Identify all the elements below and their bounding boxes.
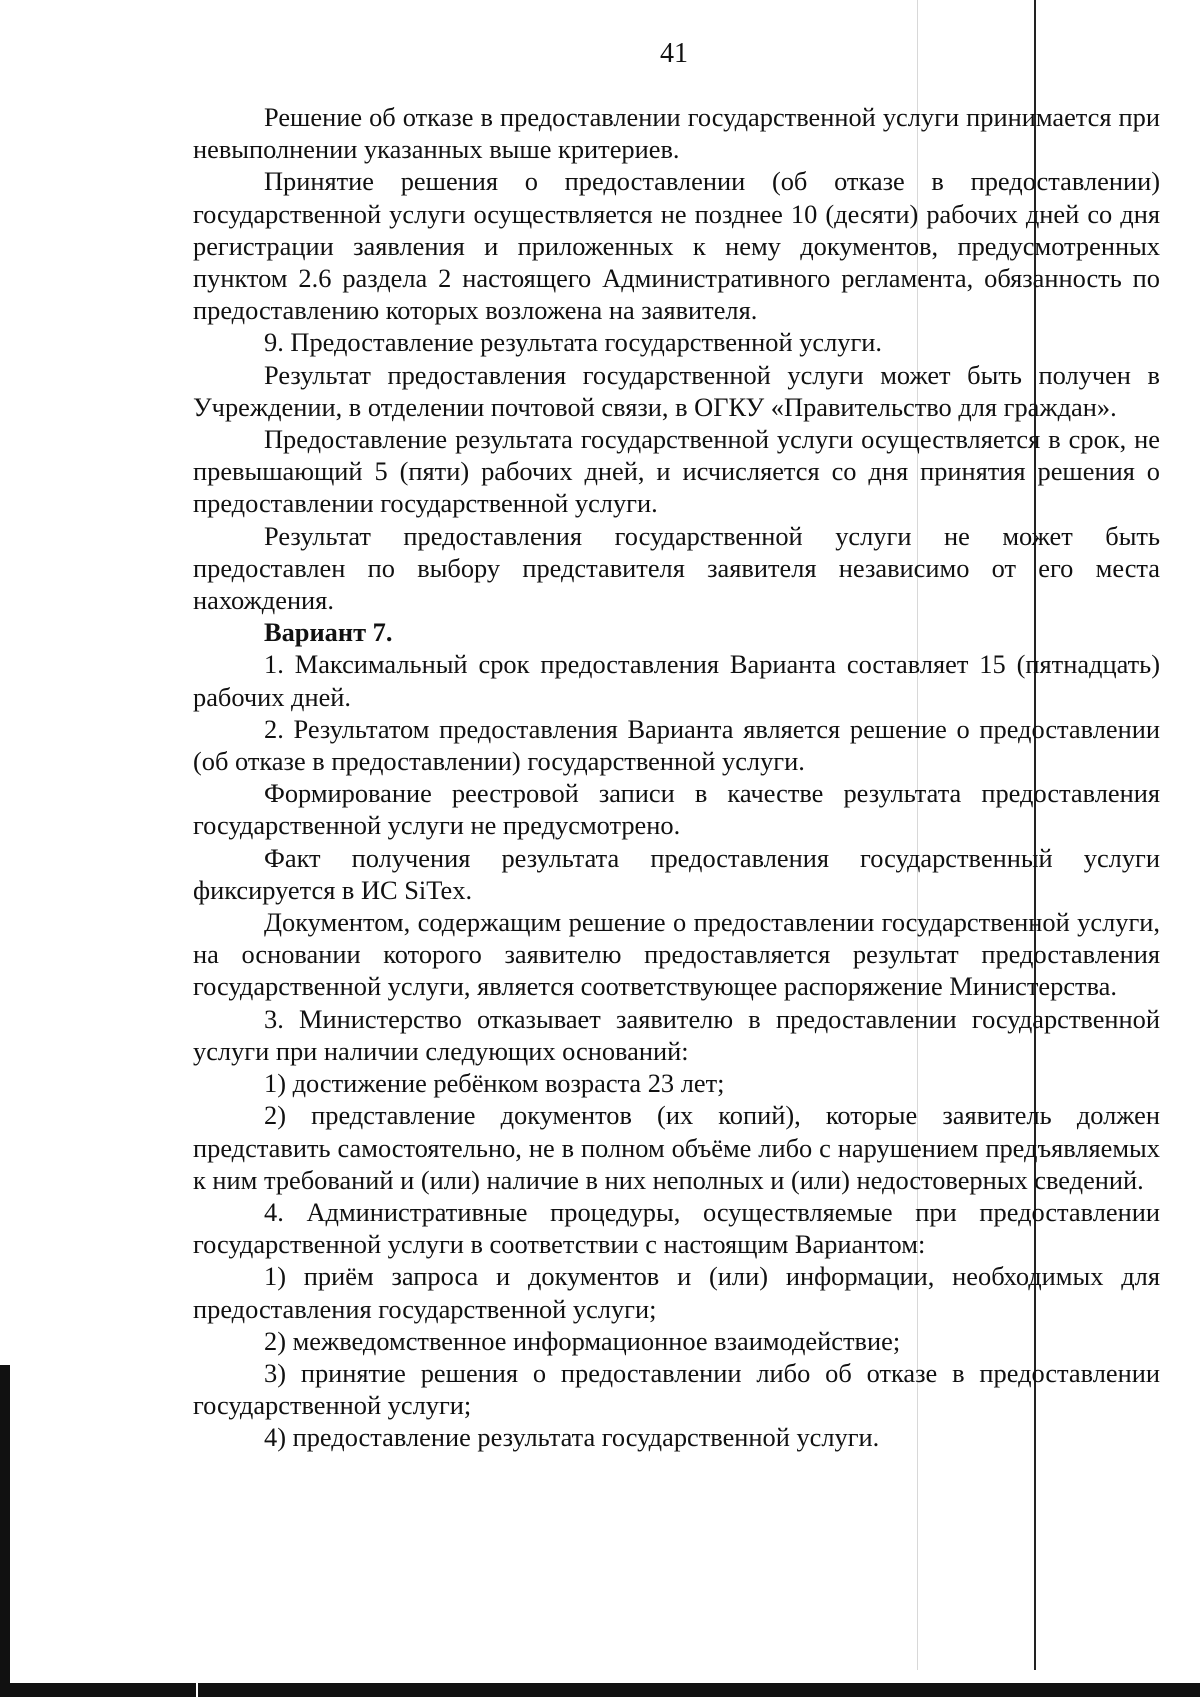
paragraph: 2. Результатом предоставления Варианта является решение о предоставлении (об отказе в предоставлении) государственной услуги. [193, 713, 1160, 777]
page-number: 41 [660, 38, 688, 69]
paragraph: 9. Предоставление результата государственной услуги. [264, 327, 883, 358]
paragraph: Факт получения результата предоставления государственный услуги фиксируется в ИС SiTex. [193, 842, 1160, 905]
paragraph: Решение об отказе в предоставлении государственной услуги принимается при невыполнении указанных выше критериев. [193, 102, 1160, 165]
document-body [193, 101, 1160, 1454]
list-item: 1) приём запроса и документов и (или) информации, необходимых для предоставления государственной услуги; [193, 1261, 1160, 1324]
list-item: 2) межведомственное информационное взаимодействие; [264, 1325, 901, 1356]
paragraph: Документом, содержащим решение о предоставлении государственной услуги, на основании которого заявителю предоставляется результат предоставления государственной услуги, является соответствующее распоряжение Министерства. [193, 907, 1160, 1002]
list-item: 1) достижение ребёнком возраста 23 лет; [264, 1068, 725, 1099]
list-item: 2) представление документов (их копий), которые заявитель должен представить самостоятельно, не в полном объёме либо с нарушением предъявляемых к ним требований и (или) наличие в них неполных и (или) недостоверных сведений. [193, 1100, 1160, 1195]
paragraph: 4. Административные процедуры, осуществляемые при предоставлении государственной услуги в соответствии с настоящим Вариантом: [193, 1196, 1160, 1260]
scan-artifact-bottom-border [0, 1683, 1200, 1697]
paragraph: Формирование реестровой записи в качестве результата предоставления государственной услуги не предусмотрено. [193, 778, 1160, 841]
section-heading: Вариант 7. [264, 617, 393, 648]
paragraph: Результат предоставления государственной услуги не может быть предоставлен по выбору представителя заявителя независимо от его места нахождения. [193, 520, 1160, 616]
paragraph: 3. Министерство отказывает заявителю в предоставлении государственной услуги при наличии следующих оснований: [193, 1003, 1160, 1066]
paragraph: Принятие решения о предоставлении (об отказе в предоставлении) государственной услуги осуществляется не позднее 10 (десяти) рабочих дней со дня регистрации заявления и приложенных к нему документов, предусмотренных пунктом 2.6 раздела 2 настоящего Административного регламента, обязанность по предоставлению которых возложена на заявителя. [193, 166, 1160, 326]
paragraph: Результат предоставления государственной услуги может быть получен в Учреждении, в отделении почтовой связи, в ОГКУ «Правительство для граждан». [193, 359, 1160, 422]
paragraph: 1. Максимальный срок предоставления Варианта составляет 15 (пятнадцать) рабочих дней. [193, 649, 1160, 712]
paragraph: Предоставление результата государственной услуги осуществляется в срок, не превышающий 5 (пяти) рабочих дней, и исчисляется со дня принятия решения о предоставлении государственной услуги. [193, 424, 1160, 519]
scan-artifact-gap [196, 1683, 198, 1697]
list-item: 4) предоставление результата государственной услуги. [264, 1422, 880, 1453]
scan-artifact-left-border [0, 1365, 10, 1697]
list-item: 3) принятие решения о предоставлении либо об отказе в предоставлении государственной услуги; [193, 1357, 1160, 1421]
